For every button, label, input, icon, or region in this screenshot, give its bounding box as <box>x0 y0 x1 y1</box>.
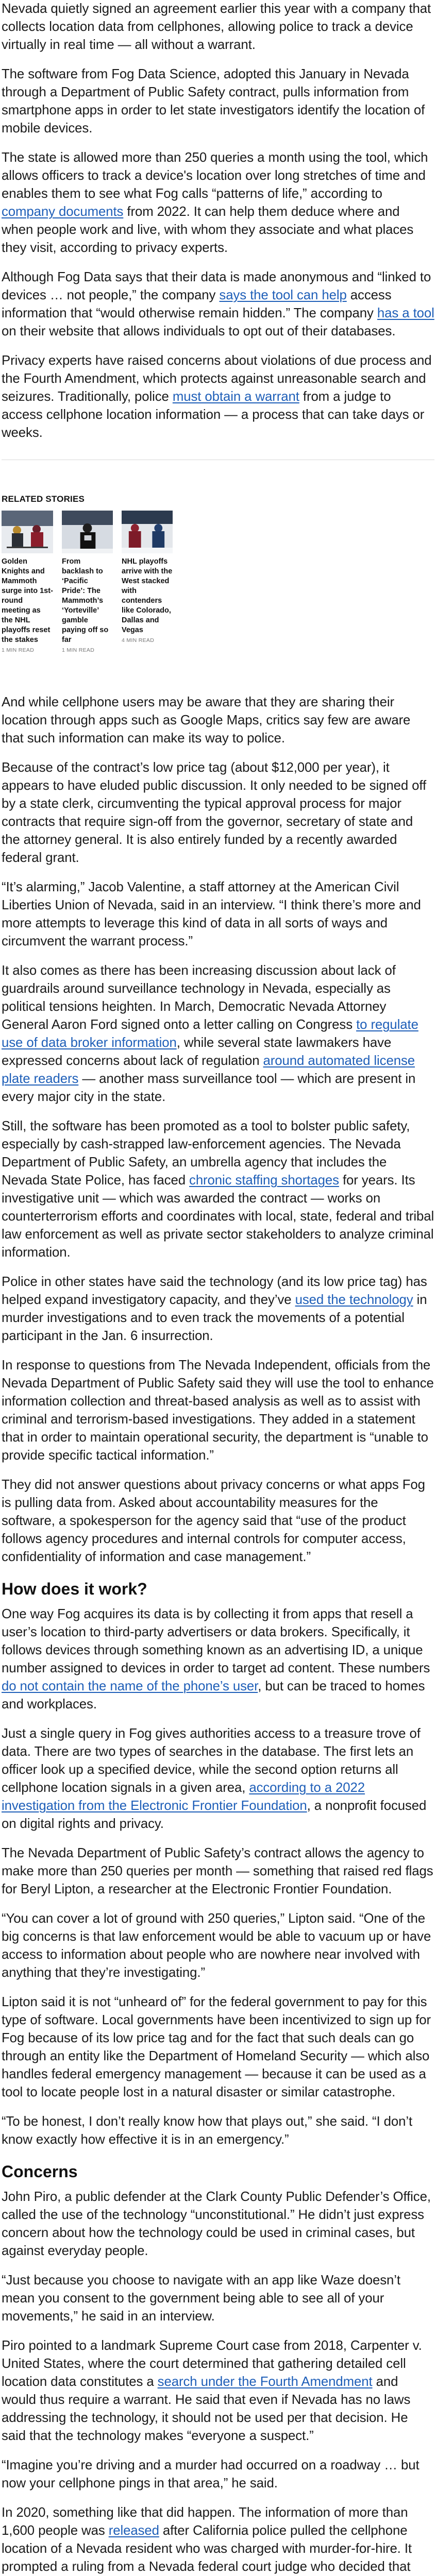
paragraph-text: from a judge to access cellphone location information — a process that can take days or weeks. <box>2 389 425 440</box>
inline-link[interactable]: must obtain a warrant <box>172 389 299 404</box>
inline-link[interactable]: used the technology <box>295 1293 413 1307</box>
paragraph-text: Piro pointed to a landmark Supreme Court case from 2018, Carpenter v. United States, where the court determined that gathering detailed cell location data constitutes a <box>2 2338 422 2389</box>
paragraph <box>2 149 434 257</box>
article-intro <box>2 0 434 442</box>
paragraph-text: And while cellphone users may be aware that they are sharing their location through apps such as Google Maps, critics say few are aware that such information can make its way to police. <box>2 695 411 745</box>
paragraph-text: The software from Fog Data Science, adopted this January in Nevada through a Department of Public Safety contract, pulls information from smartphone apps in order to let state investigators identify the location of mobile devices. <box>2 67 425 135</box>
paragraph-text: Privacy experts have raised concerns about violations of due process and the Fourth Amendment, which protects against unreasonable search and seizures. Traditionally, police <box>2 353 432 404</box>
paragraph-text: access information that “would otherwise remain hidden.” The company <box>2 288 392 320</box>
paragraph-text: In response to questions from The Nevada Independent, officials from the Nevada Department of Public Safety said they will use the tool to enhance information collection and threat-based analysis as well as to assist with criminal and terrorism-based investigations. They added in a statement that in order to maintain operational security, the department is “unable to provide specific tactical information.” <box>2 1358 434 1463</box>
inline-link[interactable]: search under the Fourth Amendment <box>157 2375 373 2389</box>
paragraph <box>2 2188 434 2260</box>
paragraph <box>2 962 434 1106</box>
related-story-card[interactable] <box>2 511 53 653</box>
paragraph <box>2 65 434 138</box>
paragraph <box>2 1844 434 1899</box>
paragraph-text: from 2022. It can help them deduce where and when people work and live, with whom they associate and what places they visit, according to privacy experts. <box>2 205 414 255</box>
related-story-read-time: 1 MIN READ <box>62 647 95 653</box>
section-concerns <box>2 2188 434 2576</box>
section-heading-how-it-works: How does it work? <box>2 1580 147 1598</box>
inline-link[interactable]: according to a 2022 investigation from the Electronic Frontier Foundation <box>2 1781 365 1813</box>
paragraph-text: The Nevada Department of Public Safety’s contract allows the agency to make more than 250 queries per month — something that raised red flags for Beryl Lipton, a researcher at the Electronic Frontier Foundation. <box>2 1846 433 1896</box>
inline-link[interactable]: says the tool can help <box>219 288 347 302</box>
paragraph-text: Police in other states have said the technology (and its low price tag) has helped expand investigatory capacity, and they’ve <box>2 1275 427 1307</box>
paragraph <box>2 1605 434 1714</box>
paragraph <box>2 1476 434 1566</box>
related-story-card[interactable] <box>122 511 173 653</box>
section-heading-concerns: Concerns <box>2 2162 78 2181</box>
inline-link[interactable]: released <box>108 2523 159 2538</box>
paragraph-text: One way Fog acquires its data is by collecting it from apps that resell a user’s location to third-party advertisers or data brokers. Specifically, it follows devices through something known as an advertising ID, a unique number assigned to devices in order to target ad content. These numbers <box>2 1607 430 1675</box>
paragraph <box>2 1725 434 1833</box>
paragraph-text: “You can cover a lot of ground with 250 queries,” Lipton said. “One of the big concerns is that law enforcement would be able to vacuum up or have access to information about people who are nowhere near involved with anything that they’re investigating.” <box>2 1911 431 1980</box>
related-story-title[interactable]: NHL playoffs arrive with the West stacked with contenders like Colorado, Dallas and Vegas <box>122 557 173 634</box>
related-story-title[interactable]: Golden Knights and Mammoth surge into 1st-round meeting as the NHL playoffs reset the stakes <box>2 557 53 644</box>
inline-link[interactable]: has a tool <box>377 306 434 320</box>
inline-link[interactable]: chronic staffing shortages <box>189 1173 339 1188</box>
paragraph <box>2 693 434 748</box>
hockey-photo-thumbnail <box>2 511 53 553</box>
related-stories <box>2 460 434 653</box>
inline-link[interactable]: around automated license plate readers <box>2 1054 415 1086</box>
paragraph <box>2 2337 434 2445</box>
paragraph <box>2 759 434 867</box>
paragraph-text: , but can be traced to homes and workplaces. <box>2 1679 425 1711</box>
inline-link[interactable]: do not contain the name of the phone’s user <box>2 1679 258 1693</box>
inline-link[interactable]: company documents <box>2 205 124 219</box>
paragraph-text: Nevada quietly signed an agreement earlier this year with a company that collects location data from cellphones, allowing police to track a device virtually in real time — all without a warrant. <box>2 2 431 52</box>
paragraph-text: “To be honest, I don’t really know how that plays out,” she said. “I don’t know exactly how effective it is in an emergency.” <box>2 2114 413 2147</box>
paragraph-text: , a nonprofit focused on digital rights and privacy. <box>2 1799 427 1831</box>
related-stories-label: RELATED STORIES <box>2 494 85 504</box>
paragraph-text: “Just because you choose to navigate with an app like Waze doesn’t mean you consent to the government being able to see all of your movements,” he said in an interview. <box>2 2273 400 2324</box>
paragraph-text: John Piro, a public defender at the Clark County Public Defender’s Office, called the use of the technology “unconstitutional.” He didn’t just express concern about how the technology could be used in criminal cases, but against everyday people. <box>2 2190 431 2258</box>
paragraph-text: Lipton said it is not “unheard of” for the federal government to pay for this type of software. Local governments have been incentivized to sign up for Fog because of its low price tag and for the fact that such deals can go through an entity like the Department of Homeland Security — which also handles federal emergency management — because it can be used as a tool to locate people lost in a natural disaster or similar catastrophe. <box>2 1995 431 2099</box>
paragraph <box>2 352 434 442</box>
paragraph-text: — another mass surveillance tool — which are present in every major city in the state. <box>2 1072 416 1104</box>
paragraph-text: “Imagine you’re driving and a murder had occurred on a roadway … but now your cellphone pings in that area,” he said. <box>2 2458 420 2490</box>
paragraph-text: , while several state lawmakers have expressed concerns about lack of regulation <box>2 1036 392 1068</box>
related-story-read-time: 1 MIN READ <box>2 647 35 653</box>
paragraph-text: on their website that allows individuals to opt out of their databases. <box>2 324 396 338</box>
paragraph <box>2 1117 434 1262</box>
paragraph-text: for years. Its investigative unit — which was awarded the contract — works on counterterrorism efforts and coordinates with local, state, federal and tribal law enforcement as well as private sector stakeholders to analyze criminal information. <box>2 1173 434 1260</box>
paragraph-text: Although Fog Data says that their data is made anonymous and “linked to devices … not people,” the company <box>2 270 431 302</box>
paragraph <box>2 0 434 54</box>
paragraph <box>2 2504 434 2576</box>
paragraph <box>2 268 434 341</box>
paragraph <box>2 1910 434 1982</box>
paragraph-text: They did not answer questions about privacy concerns or what apps Fog is pulling data from. Asked about accountability measures for the software, a spokesperson for the agency said that “use of the product follows agency procedures and internal controls for computer access, confidentiality of information and case management.” <box>2 1478 425 1564</box>
related-story-card[interactable] <box>62 511 113 653</box>
paragraph <box>2 2113 434 2149</box>
paragraph <box>2 1273 434 1345</box>
related-story-read-time: 4 MIN READ <box>122 637 155 643</box>
paragraph <box>2 2456 434 2493</box>
related-story-title[interactable]: From backlash to ‘Pacific Pride’: The Mammoth’s ‘Yorteville’ gamble paying off so far <box>62 557 109 644</box>
paragraph-text: after California police pulled the cellphone location of a Nevada resident who was charged with murder-for-hire. It prompted a ruling from a Nevada federal court judge who decided that <box>2 2523 412 2574</box>
paragraph-text: The state is allowed more than 250 queries a month using the tool, which allows officers to track a device's location over long stretches of time and enables them to see what Fog calls “patterns of life,” according to <box>2 150 428 201</box>
hockey-photo-thumbnail <box>62 511 113 553</box>
paragraph-text: It also comes as there has been increasing discussion about lack of guardrails around surveillance technology in Nevada, especially as political tensions heighten. In March, Democratic Nevada Attorney General Aaron Ford signed onto a letter calling on Congress <box>2 963 396 1032</box>
article-body <box>2 693 434 1566</box>
paragraph-text: and would thus require a warrant. He said that even if Nevada has no laws addressing the technology, it should not be used per that decision. He said that the technology makes “everyone a suspect.” <box>2 2375 411 2443</box>
paragraph <box>2 2272 434 2326</box>
paragraph-text: In 2020, something like that did happen. The information of more than 1,600 people was <box>2 2505 408 2538</box>
hockey-photo-thumbnail <box>122 511 173 553</box>
paragraph-text: in murder investigations and to even track the movements of a potential participant in the Jan. 6 insurrection. <box>2 1293 427 1343</box>
paragraph <box>2 1357 434 1465</box>
paragraph <box>2 1993 434 2102</box>
related-stories-grid <box>2 511 434 653</box>
paragraph-text: Still, the software has been promoted as a tool to bolster public safety, especially by cash-strapped law-enforcement agencies. The Nevada Department of Public Safety, an umbrella agency that includes the Nevada State Police, has faced <box>2 1119 410 1188</box>
paragraph <box>2 878 434 951</box>
section-how-it-works <box>2 1605 434 2149</box>
paragraph-text: Because of the contract’s low price tag (about $12,000 per year), it appears to have eluded public discussion. It only needed to be signed off by a state clerk, circumventing the typical approval process for major contracts that require sign-off from the governor, secretary of state and the attorney general. It is also entirely funded by a recently awarded federal grant. <box>2 760 427 865</box>
paragraph-text: “It’s alarming,” Jacob Valentine, a staff attorney at the American Civil Liberties Union of Nevada, said in an interview. “I think there’s more and more attempts to leverage this kind of data in all sorts of ways and circumvent the warrant process.” <box>2 880 421 948</box>
inline-link[interactable]: to regulate use of data broker information <box>2 1018 418 1050</box>
paragraph-text: Just a single query in Fog gives authorities access to a treasure trove of data. There are two types of searches in the database. The first lets an officer look up a specified device, while the second option returns all cellphone location signals in a given area, <box>2 1726 421 1795</box>
